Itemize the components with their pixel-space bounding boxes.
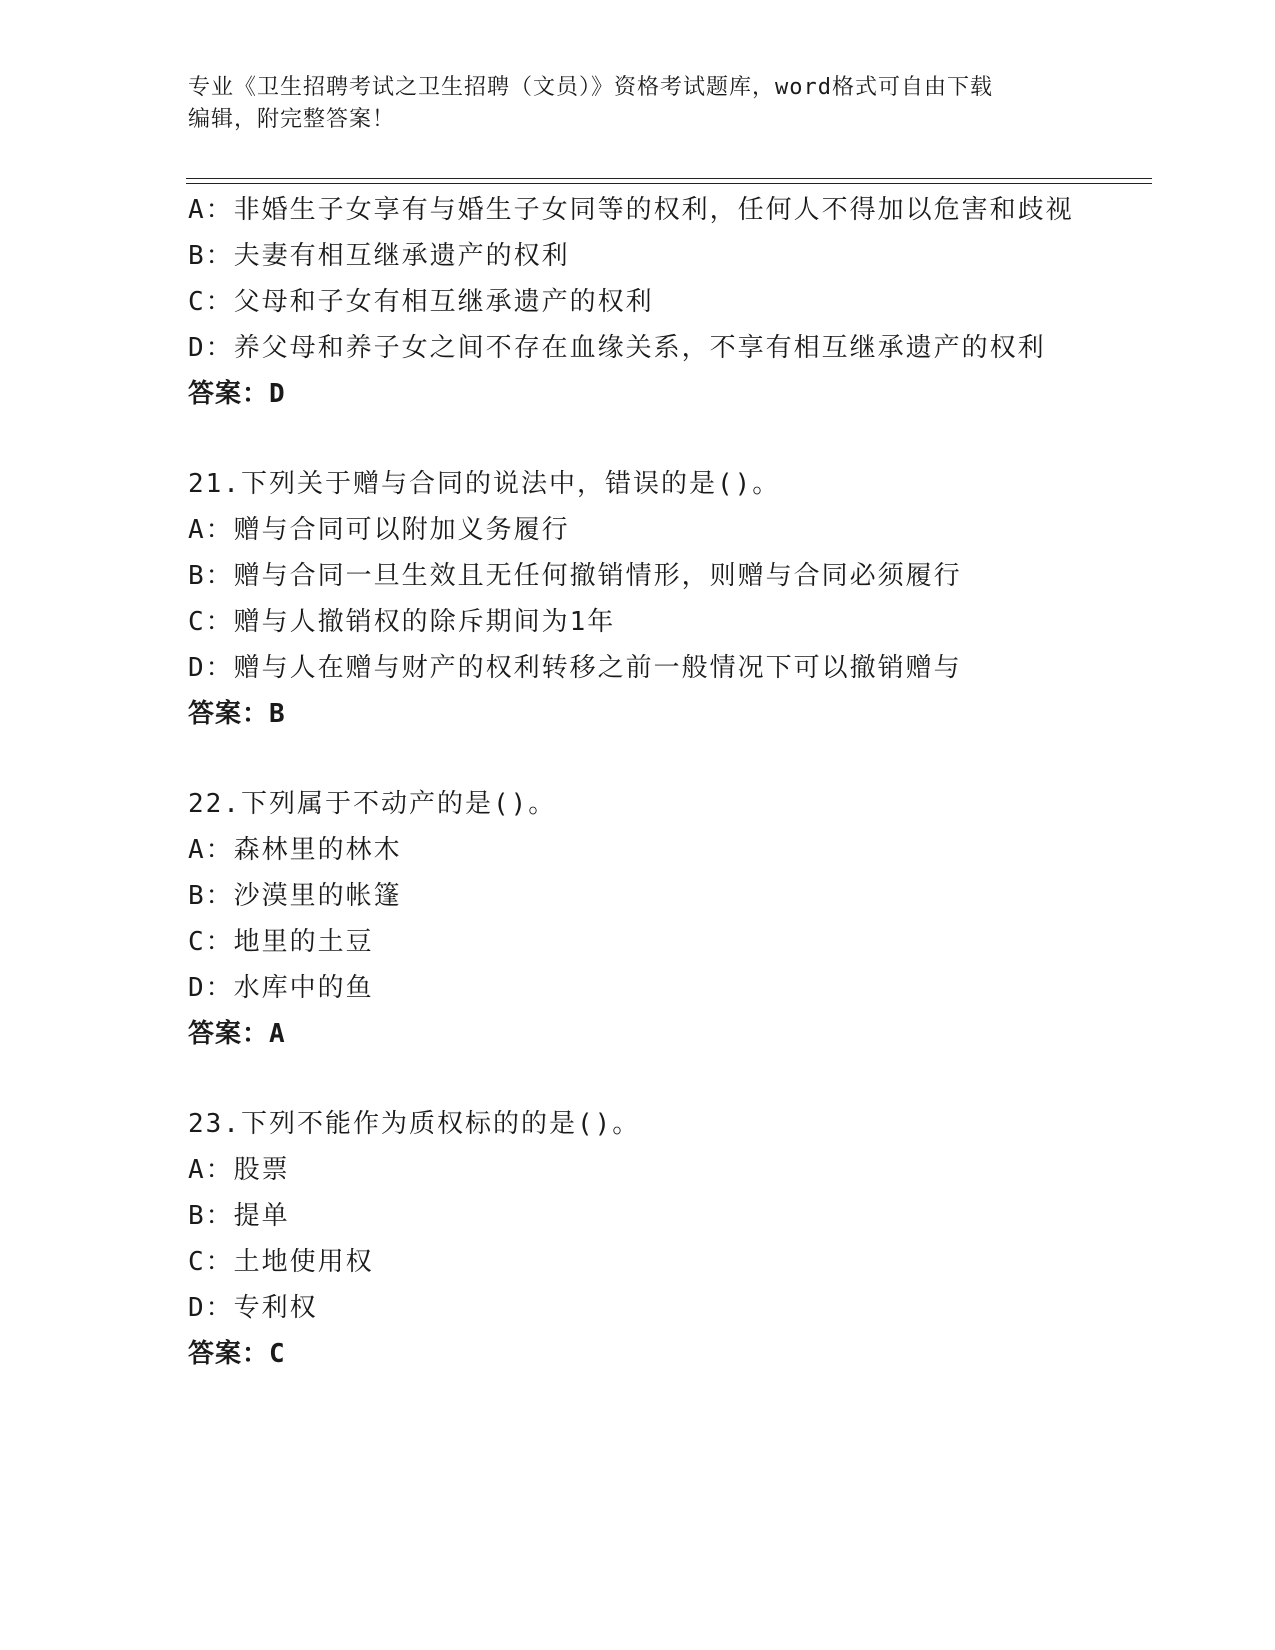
header-rule-bottom (186, 183, 1152, 184)
answer-value: D (269, 379, 286, 409)
question-block-23 (188, 1101, 1088, 1377)
option-d: D：水库中的鱼 (188, 973, 374, 1003)
question-block-21 (188, 461, 1088, 737)
question-stem: 22.下列属于不动产的是()。 (188, 789, 557, 819)
option-b: B：夫妻有相互继承遗产的权利 (188, 241, 570, 271)
option-d: D：专利权 (188, 1293, 318, 1323)
answer-line (188, 371, 1088, 417)
option-b: B：提单 (188, 1201, 290, 1231)
question-block-continued (188, 187, 1088, 417)
option-b: B：赠与合同一旦生效且无任何撤销情形，则赠与合同必须履行 (188, 561, 962, 591)
option-a: A：森林里的林木 (188, 835, 402, 865)
option-c: C：地里的土豆 (188, 927, 374, 957)
option-c: C：父母和子女有相互继承遗产的权利 (188, 287, 654, 317)
option-a: A：非婚生子女享有与婚生子女同等的权利，任何人不得加以危害和歧视 (188, 195, 1074, 225)
question-list (188, 187, 1088, 1377)
answer-value: A (269, 1019, 286, 1049)
header-line-2: 编辑，附完整答案！ (188, 107, 396, 132)
document-header (188, 72, 1068, 136)
option-b: B：沙漠里的帐篷 (188, 881, 402, 911)
answer-value: C (269, 1339, 286, 1369)
question-block-22 (188, 781, 1088, 1057)
header-rule-top (186, 178, 1152, 179)
option-a: A：股票 (188, 1155, 290, 1185)
question-stem: 21.下列关于赠与合同的说法中，错误的是()。 (188, 469, 781, 499)
option-d: D：养父母和养子女之间不存在血缘关系，不享有相互继承遗产的权利 (188, 333, 1046, 363)
answer-label: 答案： (188, 379, 270, 409)
answer-label: 答案： (188, 1339, 270, 1369)
option-c: C：赠与人撤销权的除斥期间为1年 (188, 607, 616, 637)
question-stem: 23.下列不能作为质权标的的是()。 (188, 1109, 641, 1139)
answer-line (188, 1011, 1088, 1057)
answer-value: B (269, 699, 286, 729)
answer-label: 答案： (188, 1019, 270, 1049)
option-c: C：土地使用权 (188, 1247, 374, 1277)
option-d: D：赠与人在赠与财产的权利转移之前一般情况下可以撤销赠与 (188, 653, 962, 683)
option-a: A：赠与合同可以附加义务履行 (188, 515, 570, 545)
answer-label: 答案： (188, 699, 270, 729)
answer-line (188, 691, 1088, 737)
answer-line (188, 1331, 1088, 1377)
header-line-1: 专业《卫生招聘考试之卫生招聘（文员）》资格考试题库，word格式可自由下载 (188, 75, 993, 100)
